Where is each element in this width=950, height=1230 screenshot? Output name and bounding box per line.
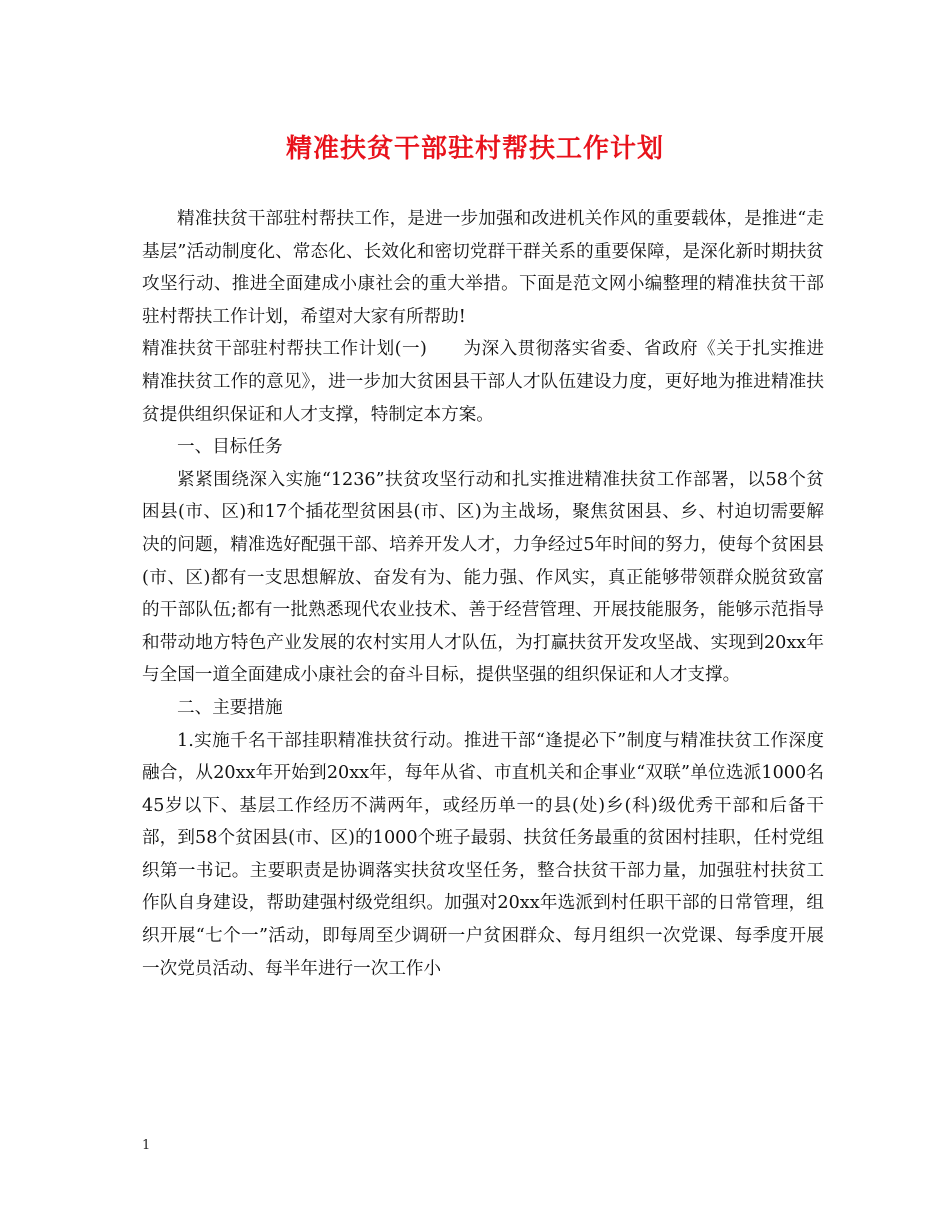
document-body — [142, 203, 824, 985]
paragraph-goals: 紧紧围绕深入实施“1236”扶贫攻坚行动和扎实推进精准扶贫工作部署，以58个贫困县(市、区)和17个插花型贫困县(市、区)为主战场，聚焦贫困县、乡、村迫切需要解决的问题，精准选好配强干部、培养开发人才，力争经过5年时间的努力，使每个贫困县(市、区)都有一支思想解放、奋发有为、能力强、作风实，真正能够带领群众脱贫致富的干部队伍;都有一批熟悉现代农业技术、善于经营管理、开展技能服务，能够示范指导和带动地方特色产业发展的农村实用人才队伍，为打赢扶贫开发攻坚战、实现到20xx年与全国一道全面建成小康社会的奋斗目标，提供坚强的组织保证和人才支撑。 — [142, 469, 824, 686]
section-heading-goals: 一、目标任务 — [177, 437, 283, 458]
section-heading-measures: 二、主要措施 — [177, 697, 283, 718]
page-number: 1 — [142, 1138, 151, 1153]
document-title: 精准扶贫干部驻村帮扶工作计划 — [285, 134, 664, 164]
paragraph-measure-one: 1.实施千名干部挂职精准扶贫行动。推进干部“逢提必下”制度与精准扶贫工作深度融合，从20xx年开始到20xx年，每年从省、市直机关和企事业“双联”单位选派1000名45岁以下、基层工作经历不满两年，或经历单一的县(处)乡(科)级优秀干部和后备干部，到58个贫困县(市、区)的1000个班子最弱、扶贫任务最重的贫困村挂职，任村党组织第一书记。主要职责是协调落实扶贫攻坚任务，整合扶贫干部力量，加强驻村扶贫工作队自身建设，帮助建强村级党组织。加强对20xx年选派到村任职干部的日常管理，组织开展“七个一”活动，即每周至少调研一户贫困群众、每月组织一次党课、每季度开展一次党员活动、每半年进行一次工作小 — [142, 730, 824, 979]
paragraph-intro: 精准扶贫干部驻村帮扶工作，是进一步加强和改进机关作风的重要载体，是推进“走基层”活动制度化、常态化、长效化和密切党群干群关系的重要保障，是深化新时期扶贫攻坚行动、推进全面建成小康社会的重大举措。下面是范文网小编整理的精准扶贫干部驻村帮扶工作计划，希望对大家有所帮助! — [142, 209, 824, 327]
paragraph-plan-one: 精准扶贫干部驻村帮扶工作计划(一) 为深入贯彻落实省委、省政府《关于扎实推进精准扶贫工作的意见》，进一步加大贫困县干部人才队伍建设力度，更好地为推进精准扶贫提供组织保证和人才支撑，特制定本方案。 — [142, 339, 824, 425]
